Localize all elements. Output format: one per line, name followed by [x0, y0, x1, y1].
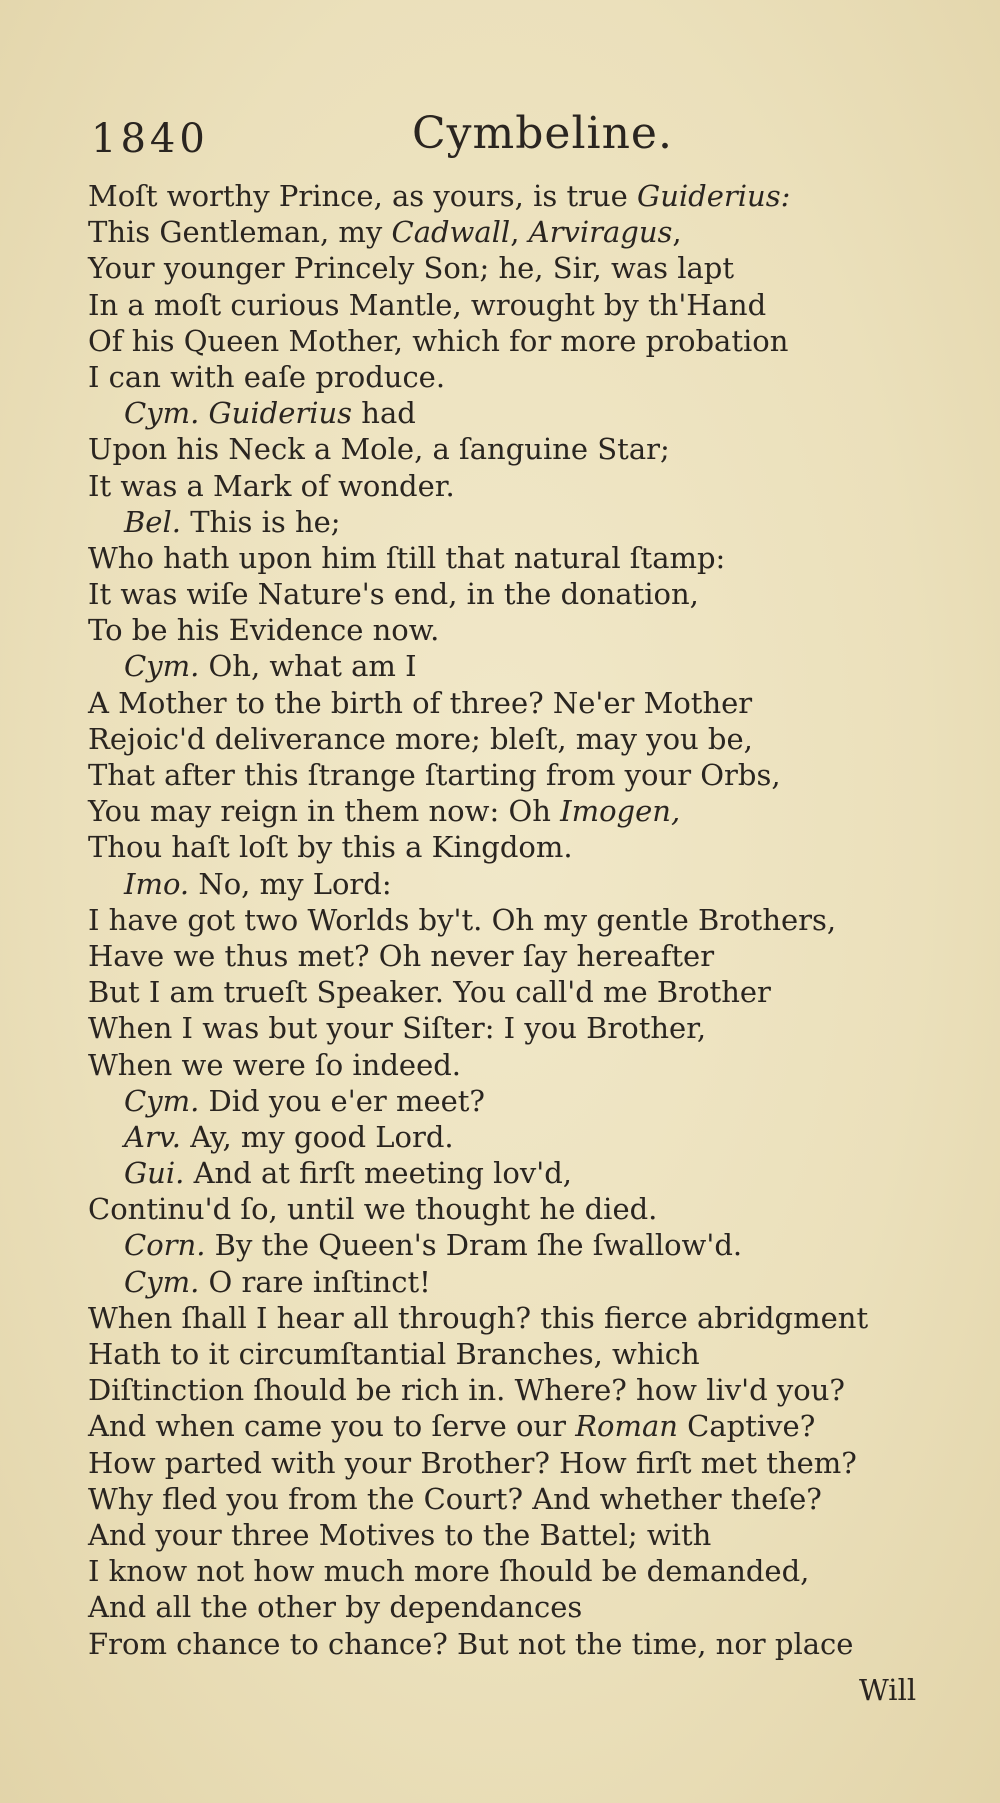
line-text: Moſt worthy Prince, as yours, is true	[88, 179, 638, 213]
line-text: And when came you to ſerve our	[88, 1409, 576, 1444]
speech-line	[0, 1227, 1000, 1263]
line-text: Upon his Neck a Mole, a ſanguine Star;	[88, 432, 670, 467]
verse-line	[0, 1517, 1000, 1553]
speech-line	[0, 1155, 1000, 1191]
line-text: How parted with your Brother? How firſt met them?	[88, 1445, 857, 1480]
line-text: When ſhall I hear all through? this fierce abridgment	[88, 1300, 869, 1335]
verse-line	[0, 1336, 1000, 1372]
line-text: From chance to chance? But not the time, nor place	[88, 1626, 854, 1661]
line-text: Hath to it circumſtantial Branches, which	[88, 1337, 700, 1371]
verse-line	[0, 323, 1000, 359]
line-text: This is he;	[190, 504, 341, 539]
speech-line	[0, 866, 1000, 902]
verse-line	[0, 1010, 1000, 1046]
line-text: When we were ſo indeed.	[88, 1047, 462, 1082]
verse-line	[0, 214, 1000, 250]
speech-line	[0, 504, 1000, 540]
verse-line	[0, 612, 1000, 648]
line-text: I have got two Worlds by't. Oh my gentle Brothers,	[88, 902, 837, 937]
line-text: And at firſt meeting lov'd,	[193, 1156, 573, 1191]
speech-line	[0, 1119, 1000, 1155]
catchword: Will	[859, 1673, 917, 1707]
verse-line	[0, 685, 1000, 721]
line-text: Have we thus met? Oh never ſay hereafter	[88, 938, 715, 973]
speaker-name: Arv.	[124, 1119, 181, 1154]
verse-line	[0, 178, 1000, 214]
verse-line	[0, 721, 1000, 757]
italic-text: Roman	[575, 1409, 678, 1444]
line-text: had	[352, 396, 416, 431]
line-text: It was a Mark of wonder.	[88, 468, 455, 503]
italic-text: Arviragus	[528, 215, 673, 250]
speaker-name: Corn.	[124, 1228, 206, 1263]
italic-text: Guiderius:	[637, 179, 791, 213]
line-text: Continu'd ſo, until we thought he died.	[88, 1192, 658, 1227]
line-text: Ay, my good Lord.	[190, 1119, 454, 1154]
line-text: Did you e'er meet?	[208, 1083, 485, 1118]
line-text: This Gentleman, my	[88, 215, 392, 250]
verse-line	[0, 1589, 1000, 1625]
line-text: ,	[672, 215, 682, 250]
running-title: Cymbeline.	[412, 108, 673, 159]
verse-line	[0, 287, 1000, 323]
line-text: I know not how much more ſhould be demanded,	[88, 1554, 810, 1589]
speaker-name: Cym.	[124, 1083, 200, 1118]
speaker-name: Cym.	[124, 1264, 200, 1299]
line-text: You may reign in them now: Oh	[88, 794, 561, 829]
verse-line	[0, 902, 1000, 938]
verse-line	[0, 1191, 1000, 1227]
italic-text: Guiderius	[208, 396, 353, 431]
speech-line	[0, 648, 1000, 684]
verse-line	[0, 468, 1000, 504]
speaker-name: Imo.	[124, 866, 190, 901]
verse-line	[0, 431, 1000, 467]
line-text: Rejoic'd deliverance more; bleſt, may you be,	[88, 721, 753, 756]
line-text: And your three Motives to the Battel; with	[88, 1517, 712, 1552]
italic-text: Cadwall	[391, 215, 511, 250]
line-text: A Mother to the birth of three? Ne'er Mother	[88, 685, 753, 720]
verse-line	[0, 793, 1000, 829]
page-header	[0, 108, 1000, 168]
line-text: Your younger Princely Son; he, Sir, was lapt	[88, 251, 734, 286]
verse-line	[0, 1553, 1000, 1589]
line-text: To be his Evidence now.	[88, 613, 440, 648]
line-text: In a moſt curious Mantle, wrought by th'Hand	[88, 287, 767, 322]
line-text: Why fled you from the Court? And whether theſe?	[88, 1481, 822, 1516]
speech-line	[0, 1264, 1000, 1300]
verse-line	[0, 540, 1000, 576]
line-text: I can with eaſe produce.	[88, 359, 446, 394]
speaker-name: Gui.	[124, 1156, 185, 1191]
play-text	[0, 178, 1000, 1662]
line-text: But I am trueſt Speaker. You call'd me Brother	[88, 975, 771, 1010]
verse-line	[0, 938, 1000, 974]
line-text: When I was but your Siſter: I you Brother,	[88, 1011, 707, 1046]
line-text: No, my Lord:	[198, 866, 392, 901]
line-text: It was wiſe Nature's end, in the donation,	[88, 577, 699, 612]
line-text: Who hath upon him ſtill that natural ſtamp:	[88, 540, 726, 575]
verse-line	[0, 1626, 1000, 1662]
line-text: And all the other by dependances	[88, 1590, 583, 1625]
verse-line	[0, 1047, 1000, 1083]
verse-line	[0, 1372, 1000, 1408]
page-number: 1840	[91, 116, 209, 162]
verse-line	[0, 1481, 1000, 1517]
line-text: Of his Queen Mother, which for more probation	[88, 323, 789, 358]
speaker-name: Bel.	[124, 504, 181, 539]
line-text: O rare inſtinct!	[208, 1264, 431, 1299]
speech-line	[0, 1083, 1000, 1119]
verse-line	[0, 1300, 1000, 1336]
verse-line	[0, 359, 1000, 395]
speaker-name: Cym.	[124, 396, 200, 431]
italic-text: Imogen,	[560, 794, 681, 829]
line-text: That after this ſtrange ſtarting from your Orbs,	[88, 758, 781, 792]
line-text: By the Queen's Dram ſhe ſwallow'd.	[214, 1228, 743, 1263]
line-text: Captive?	[677, 1409, 816, 1444]
line-text: ,	[510, 215, 529, 250]
verse-line	[0, 757, 1000, 793]
verse-line	[0, 250, 1000, 286]
verse-line	[0, 576, 1000, 612]
verse-line	[0, 829, 1000, 865]
verse-line	[0, 974, 1000, 1010]
line-text: Diſtinction ſhould be rich in. Where? how liv'd you?	[88, 1373, 845, 1408]
verse-line	[0, 1445, 1000, 1481]
speech-line	[0, 395, 1000, 431]
verse-line	[0, 1408, 1000, 1444]
line-text: Thou haſt loſt by this a Kingdom.	[88, 830, 573, 865]
speaker-name: Cym.	[124, 649, 200, 684]
line-text: Oh, what am I	[208, 649, 417, 684]
